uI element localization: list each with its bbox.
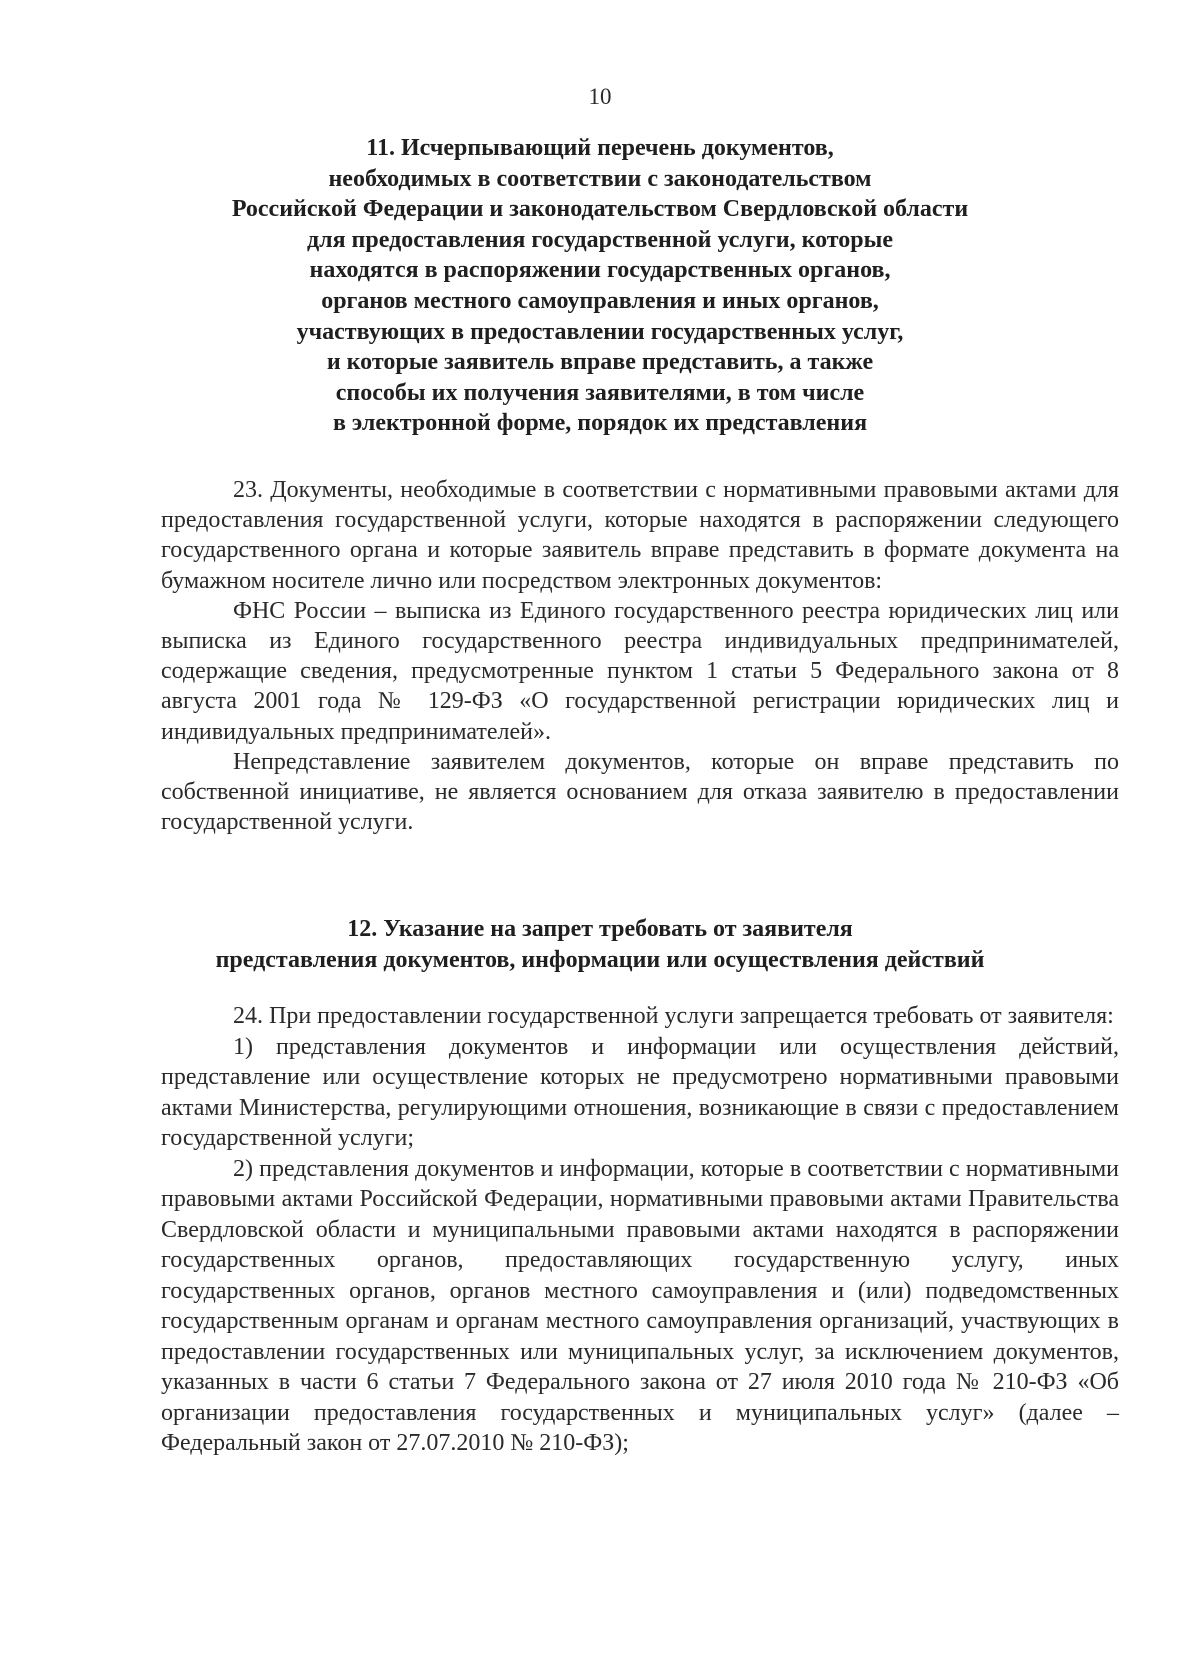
heading-line: 12. Указание на запрет требовать от заявителя	[347, 916, 853, 942]
section-12-heading	[150, 914, 1050, 976]
heading-line: в электронной форме, порядок их представления	[332, 410, 868, 437]
paragraph-non-submission: Непредставление заявителем документов, которые он вправе представить по собственной инициативе, не является основанием для отказа заявителю в предоставлении государственной услуги.	[161, 748, 1119, 836]
heading-line: представления документов, информации или осуществления действий	[215, 947, 985, 973]
paragraph-24-item-1: 1) представления документов и информации или осуществления действий, представление или осуществление которых не предусмотрено нормативными правовыми актами Министерства, регулирующими отношения, возникающие в связи с предоставлением государственной услуги;	[161, 1033, 1119, 1151]
heading-line: способы их получения заявителями, в том числе	[335, 379, 865, 406]
section-12-body	[161, 1001, 1119, 1459]
page-number: 10	[588, 84, 612, 109]
heading-line: органов местного самоуправления и иных органов,	[321, 287, 879, 314]
heading-line: Российской Федерации и законодательством Свердловской области	[231, 196, 969, 223]
heading-line: 11. Исчерпывающий перечень документов,	[366, 135, 834, 161]
heading-line: для предоставления государственной услуги, которые	[306, 226, 894, 253]
section-11-body	[161, 475, 1119, 837]
section-11-heading	[150, 133, 1050, 439]
paragraph-fns-extract: ФНС России – выписка из Единого государственного реестра юридических лиц или выписка из Единого государственного реестра индивидуальных предпринимателей, содержащие сведения, предусмотренные пунктом 1 статьи 5 Федерального закона от 8 августа 2001 года № 129-ФЗ «О государственной регистрации юридических лиц и индивидуальных предпринимателей».	[161, 597, 1119, 745]
heading-line: и которые заявитель вправе представить, а также	[326, 349, 874, 376]
heading-line: участвующих в предоставлении государственных услуг,	[296, 318, 904, 345]
heading-line: находятся в распоряжении государственных органов,	[309, 257, 891, 284]
paragraph-24: 24. При предоставлении государственной услуги запрещается требовать от заявителя:	[233, 1003, 1114, 1029]
paragraph-24-item-2: 2) представления документов и информации, которые в соответствии с нормативными правовыми актами Российской Федерации, нормативными правовыми актами Правительства Свердловской области и муниципальными правовыми актами находятся в распоряжении государственных органов, предоставляющих государственную услугу, иных государственных органов, органов местного самоуправления и (или) подведомственных государственным органам и органам местного самоуправления организаций, участвующих в предоставлении государственных или муниципальных услуг, за исключением документов, указанных в части 6 статьи 7 Федерального закона от 27 июля 2010 года № 210-ФЗ «Об организации предоставления государственных и муниципальных услуг» (далее – Федеральный закон от 27.07.2010 № 210-ФЗ);	[161, 1155, 1119, 1456]
paragraph-23: 23. Документы, необходимые в соответствии с нормативными правовыми актами для предоставления государственной услуги, которые находятся в распоряжении следующего государственного органа и которые заявитель вправе представить в формате документа на бумажном носителе лично или посредством электронных документов:	[161, 477, 1119, 594]
heading-line: необходимых в соответствии с законодательством	[328, 165, 872, 192]
